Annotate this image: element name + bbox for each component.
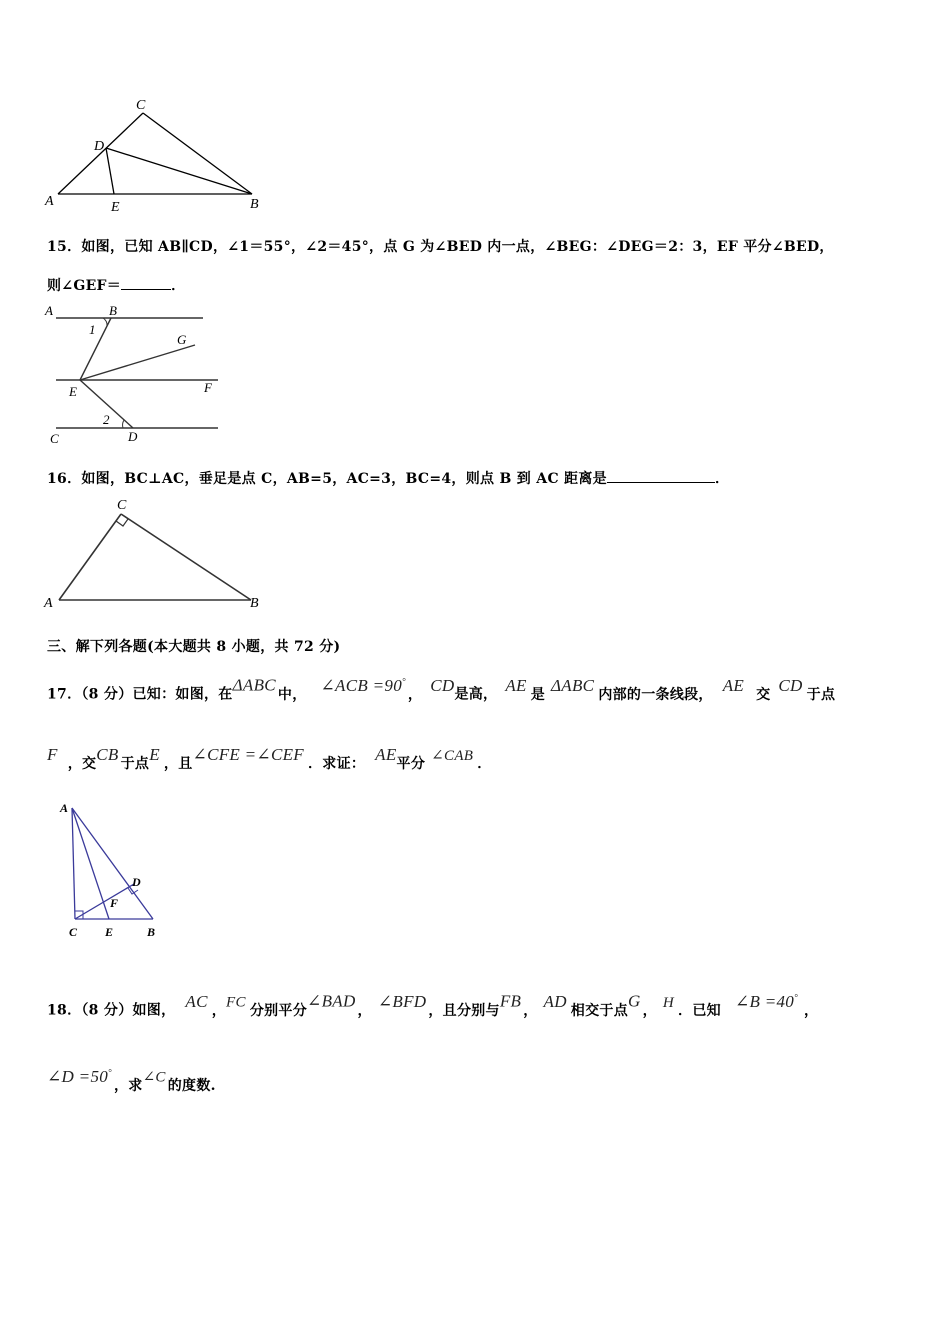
text: 交 bbox=[756, 686, 771, 703]
math-ac: AC bbox=[185, 991, 208, 1011]
math-triangle-abc: ΔABC bbox=[232, 675, 276, 695]
q16-stem: 16．如图，BC⊥AC，垂足是点 C，AB=5，AC=3，BC=4，则点 B 到 AC 距离是 bbox=[47, 471, 607, 487]
text: ， bbox=[804, 1002, 819, 1019]
math-f: F bbox=[47, 745, 58, 764]
q17-prefix: 17．（8 分）已知：如图，在 bbox=[47, 686, 233, 703]
text: 相交于点 bbox=[570, 1002, 628, 1019]
math-angle-b40-text: ∠B =40 bbox=[734, 991, 795, 1011]
q18-line2 bbox=[47, 1055, 216, 1103]
q15-line1: 15．如图，已知 AB∥CD，∠1＝55°，∠2＝45°，点 G 为∠BED 内一点，∠BEG：∠DEG＝2：3，EF 平分∠BED， bbox=[47, 239, 834, 255]
label-a: A bbox=[60, 801, 69, 815]
math-h: H bbox=[662, 994, 675, 1011]
q17-line1 bbox=[47, 664, 835, 712]
label-angle-1: 1 bbox=[89, 322, 96, 337]
figure-q14 bbox=[40, 92, 280, 217]
label-b: B bbox=[109, 303, 117, 318]
math-angle-d50-text: ∠D =50 bbox=[47, 1066, 109, 1086]
label-f: F bbox=[204, 380, 212, 395]
q15-end: ． bbox=[171, 278, 186, 294]
label-e: E bbox=[69, 384, 77, 399]
text: ，求 bbox=[113, 1077, 143, 1094]
math-angle-d50 bbox=[47, 1067, 112, 1086]
label-d: D bbox=[94, 139, 105, 154]
math-angle-acb-text: ∠ACB =90 bbox=[320, 675, 402, 695]
math-ae: AE bbox=[722, 675, 745, 695]
math-angle-bfd: ∠BFD bbox=[377, 991, 427, 1011]
text: ， bbox=[523, 1002, 538, 1019]
text: ．已知 bbox=[678, 1002, 721, 1019]
q16-end: ． bbox=[714, 471, 730, 487]
math-cb: CB bbox=[96, 745, 119, 764]
label-g: G bbox=[177, 332, 187, 347]
math-triangle-abc: ΔABC bbox=[551, 675, 595, 695]
text: ， bbox=[211, 1002, 227, 1019]
text: 分别平分 bbox=[249, 1002, 308, 1019]
math-ae: AE bbox=[375, 745, 397, 764]
text: 是高， bbox=[454, 686, 498, 703]
math-angle-acb bbox=[321, 676, 406, 695]
section-heading: 三、解下列各题(本大题共 8 小题，共 72 分) bbox=[47, 639, 341, 655]
text: 内部的一条线段， bbox=[598, 686, 713, 703]
answer-blank[interactable] bbox=[121, 277, 171, 290]
q18-line1 bbox=[47, 980, 818, 1028]
label-a: A bbox=[45, 303, 53, 318]
math-ad: AD bbox=[543, 991, 567, 1011]
label-b: B bbox=[250, 197, 259, 212]
degree-sign: ° bbox=[108, 1067, 112, 1077]
label-d: D bbox=[128, 429, 138, 444]
math-g: G bbox=[628, 991, 641, 1011]
figure-q17 bbox=[52, 800, 170, 945]
label-a: A bbox=[44, 596, 53, 611]
label-f: F bbox=[110, 896, 119, 910]
text: ，交 bbox=[67, 756, 97, 772]
math-angle-cab: ∠CAB bbox=[431, 748, 474, 764]
math-fc: FC bbox=[226, 994, 246, 1011]
label-c: C bbox=[69, 925, 78, 939]
label-a: A bbox=[45, 194, 54, 209]
text: 平分 bbox=[396, 756, 426, 772]
text: ， bbox=[407, 686, 423, 703]
label-angle-2: 2 bbox=[103, 412, 110, 427]
math-ae: AE bbox=[505, 675, 527, 695]
q15-line2-text: 则∠GEF＝ bbox=[47, 278, 122, 294]
math-cd: CD bbox=[430, 675, 455, 695]
math-angle-b40 bbox=[735, 992, 798, 1011]
label-e: E bbox=[111, 200, 120, 215]
text: ，且分别与 bbox=[428, 1002, 500, 1019]
math-cd: CD bbox=[778, 675, 803, 695]
figure-q16 bbox=[40, 493, 270, 615]
label-d: D bbox=[132, 875, 141, 889]
math-angle-bad: ∠BAD bbox=[307, 991, 356, 1011]
label-b: B bbox=[250, 596, 259, 611]
q17-line2 bbox=[47, 738, 492, 781]
math-fb: FB bbox=[499, 991, 522, 1011]
text: 的度数. bbox=[167, 1077, 216, 1094]
text: ， bbox=[642, 1002, 657, 1019]
text: ，且 bbox=[163, 756, 193, 772]
label-c: C bbox=[50, 431, 59, 446]
text: ． bbox=[477, 756, 492, 772]
q15-line2 bbox=[47, 275, 185, 295]
label-c: C bbox=[136, 98, 146, 113]
q18-prefix: 18．（8 分）如图， bbox=[47, 1002, 176, 1019]
figure-q15 bbox=[40, 300, 230, 448]
label-e: E bbox=[105, 925, 114, 939]
text: ， bbox=[357, 1002, 372, 1019]
degree-sign: ° bbox=[794, 992, 798, 1002]
math-angle-c: ∠C bbox=[142, 1069, 166, 1086]
math-angle-eq: ∠CFE =∠CEF bbox=[192, 745, 304, 764]
text: ．求证： bbox=[307, 756, 366, 772]
text: 于点 bbox=[806, 686, 836, 703]
q16-text bbox=[47, 468, 729, 488]
label-b: B bbox=[147, 925, 156, 939]
math-e: E bbox=[149, 745, 160, 764]
text: 中， bbox=[277, 686, 307, 703]
degree-sign: ° bbox=[402, 676, 406, 686]
label-c: C bbox=[117, 498, 127, 513]
text: 是 bbox=[530, 686, 546, 703]
answer-blank[interactable] bbox=[607, 470, 715, 483]
text: 于点 bbox=[120, 756, 150, 772]
